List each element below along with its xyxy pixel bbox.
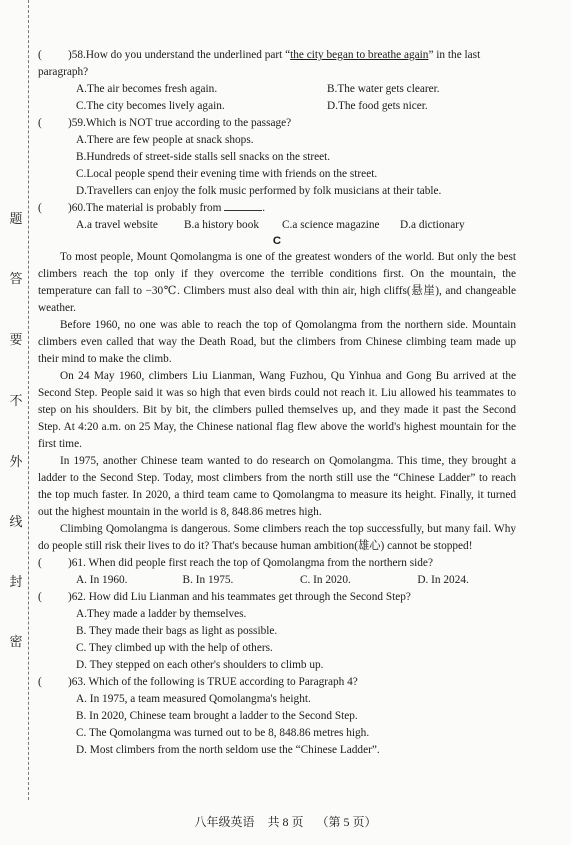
footer-page-number: （第 5 页） [316, 815, 377, 829]
footer-subject: 八年级英语 [194, 815, 255, 829]
question-60 [38, 200, 516, 217]
footer-total-pages: 共 8 页 [267, 815, 304, 829]
option-d[interactable]: D.Travellers can enjoy the folk music performed by folk musicians at their table. [76, 185, 442, 197]
option-b[interactable]: B.Hundreds of street-side stalls sell snacks on the street. [76, 151, 331, 163]
margin-char: 线 [9, 514, 23, 529]
answer-bracket[interactable]: ( [38, 49, 42, 61]
answer-bracket[interactable]: ( [38, 117, 42, 129]
options-row [38, 81, 516, 98]
option-a[interactable]: A.The air becomes fresh again. [76, 83, 218, 95]
option-c[interactable]: C. They climbed up with the help of others. [76, 642, 273, 654]
margin-char: 答 [9, 271, 23, 286]
page-content [38, 47, 516, 759]
option-d[interactable]: D. In 2024. [417, 574, 469, 586]
answer-bracket[interactable]: ( [38, 591, 42, 603]
answer-bracket[interactable]: ( [38, 202, 42, 214]
question-text: The material is probably from [85, 202, 222, 214]
passage-paragraph: In 1975, another Chinese team wanted to do research on Qomolangma. This time, they brought a ladder to the Second Step. Today, most climbers from the north still use the “Chinese Ladder” to reach the top much faster. In 2020, a third team came to Qomolangma to measure its height. Finally, it turned out the highest mountain in the world is 8, 848.86 metres high. [38, 455, 516, 518]
option-d[interactable]: D. They stepped on each other's shoulders to climb up. [76, 659, 324, 671]
margin-char: 密 [9, 634, 23, 649]
question-59 [38, 115, 516, 132]
option-a[interactable]: A.They made a ladder by themselves. [76, 608, 247, 620]
option-b[interactable]: B.The water gets clearer. [327, 83, 440, 95]
question-number: )58. [68, 49, 86, 61]
passage-paragraph: Before 1960, no one was able to reach the top of Qomolangma from the northern side. Mountain climbers even called that way the Death Road, but the climbers from Chinese climbing team made up their mind to make the climb. [38, 319, 516, 365]
question-58 [38, 47, 516, 81]
answer-blank [224, 200, 262, 211]
passage-paragraph: Climbing Qomolangma is dangerous. Some climbers reach the top successfully, but many fail. Why do people still risk their lives to do it? That's because human ambition(雄心) cannot be stopped! [38, 523, 516, 552]
option-a[interactable]: A.There are few people at snack shops. [76, 134, 254, 146]
margin-char: 题 [9, 211, 23, 226]
passage-paragraph: On 24 May 1960, climbers Liu Lianman, Wang Fuzhou, Qu Yinhua and Gong Bu arrived at the Second Step. People said it was so high that even birds could not reach it. Liu allowed his teammates to step on his shoulders. Bit by bit, the climbers pulled themselves up, and they made it past the Second Step. At 4:20 a.m. on 25 May, the Chinese national flag flew above the world's highest mountain for the first time. [38, 370, 516, 450]
question-number: )62. [68, 591, 86, 603]
section-heading: C [272, 235, 282, 247]
option-d[interactable]: D.The food gets nicer. [327, 100, 428, 112]
option-d[interactable]: D.a dictionary [400, 219, 465, 231]
margin-char: 封 [9, 574, 23, 589]
option-b[interactable]: B.a history book [184, 219, 259, 231]
answer-bracket[interactable]: ( [38, 557, 42, 569]
options-row [38, 98, 516, 115]
option-a[interactable]: A. In 1960. [76, 574, 128, 586]
answer-bracket[interactable]: ( [38, 676, 42, 688]
passage-paragraph: To most people, Mount Qomolangma is one of the greatest wonders of the world. But only the best climbers reach the top only if they overcome the terrible conditions first. On the mountain, the temperature can fall to −30℃. Climbers must also deal with thin air, high cliffs(悬崖), and changeable weather. [38, 251, 516, 314]
option-d[interactable]: D. Most climbers from the north seldom use the “Chinese Ladder”. [76, 744, 380, 756]
option-a[interactable]: A.a travel website [76, 219, 158, 231]
option-b[interactable]: B. They made their bags as light as possible. [76, 625, 278, 637]
option-c[interactable]: C. The Qomolangma was turned out to be 8, 848.86 metres high. [76, 727, 370, 739]
question-text: How did Liu Lianman and his teammates get through the Second Step? [88, 591, 411, 603]
option-c[interactable]: C.a science magazine [282, 219, 380, 231]
option-c[interactable]: C.Local people spend their evening time with friends on the street. [76, 168, 378, 180]
question-number: )60. [68, 202, 86, 214]
question-63 [38, 674, 516, 691]
question-62 [38, 589, 516, 606]
question-number: )63. [68, 676, 86, 688]
question-text: Which is NOT true according to the passage? [85, 117, 292, 129]
margin-char: 不 [9, 393, 23, 408]
question-text: How do you understand the underlined part “ [85, 49, 291, 61]
underlined-phrase: the city began to breathe again [290, 49, 429, 61]
page-footer [0, 814, 571, 831]
option-b[interactable]: B. In 2020, Chinese team brought a ladder to the Second Step. [76, 710, 358, 722]
margin-char: 外 [9, 454, 23, 469]
option-a[interactable]: A. In 1975, a team measured Qomolangma's height. [76, 693, 311, 705]
question-number: )59. [68, 117, 86, 129]
question-text: When did people first reach the top of Qomolangma from the northern side? [88, 557, 433, 569]
options-row [38, 217, 516, 234]
option-c[interactable]: C. In 2020. [299, 574, 351, 586]
question-text: . [262, 202, 266, 214]
question-61 [38, 555, 516, 572]
question-text: Which of the following is TRUE according to Paragraph 4? [88, 676, 358, 688]
options-row [38, 572, 516, 589]
option-c[interactable]: C.The city becomes lively again. [76, 100, 225, 112]
question-number: )61. [68, 557, 86, 569]
question-text: ” in the last paragraph? [38, 49, 481, 78]
margin-char: 要 [9, 332, 23, 347]
option-b[interactable]: B. In 1975. [182, 574, 234, 586]
binding-line [28, 0, 29, 800]
